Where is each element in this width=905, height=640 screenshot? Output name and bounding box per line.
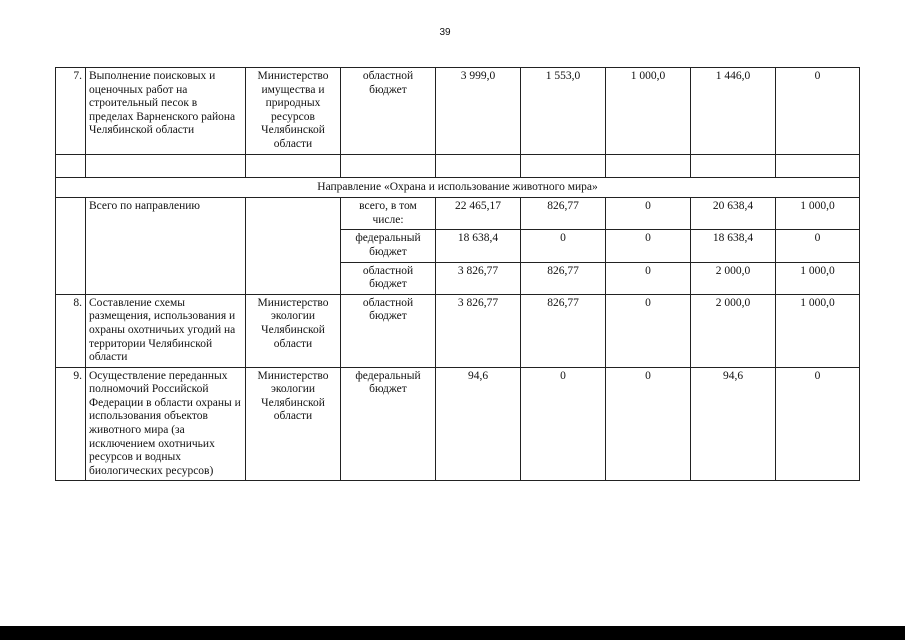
spacer-row <box>56 154 860 177</box>
funding-source: всего, в том числе: <box>341 198 436 230</box>
budget-table <box>55 67 860 481</box>
table-row <box>56 198 860 230</box>
funding-source: областной бюджет <box>341 262 436 294</box>
spacer-cell <box>56 154 86 177</box>
value-year-1: 0 <box>521 367 606 481</box>
value-year-1: 0 <box>521 230 606 262</box>
value-year-3: 2 000,0 <box>691 262 776 294</box>
spacer-cell <box>606 154 691 177</box>
value-year-2: 0 <box>606 262 691 294</box>
table-row <box>56 367 860 481</box>
activity-name: Выполнение поисковых и оценочных работ на строительный песок в пределах Варненского района Челябинской области <box>86 68 246 155</box>
scan-edge-bar <box>0 626 905 640</box>
executor <box>246 198 341 295</box>
value-year-4: 1 000,0 <box>776 294 860 367</box>
section-title: Направление «Охрана и использование животного мира» <box>56 177 860 198</box>
value-year-2: 1 000,0 <box>606 68 691 155</box>
row-number <box>56 198 86 295</box>
executor: Министерство экологии Челябинской области <box>246 367 341 481</box>
value-year-3: 18 638,4 <box>691 230 776 262</box>
value-year-4: 0 <box>776 367 860 481</box>
value-year-4: 1 000,0 <box>776 198 860 230</box>
value-year-3: 2 000,0 <box>691 294 776 367</box>
value-year-4: 0 <box>776 68 860 155</box>
value-year-2: 0 <box>606 230 691 262</box>
value-total: 3 826,77 <box>436 294 521 367</box>
funding-source: федеральный бюджет <box>341 230 436 262</box>
value-year-1: 826,77 <box>521 198 606 230</box>
spacer-cell <box>246 154 341 177</box>
value-year-3: 94,6 <box>691 367 776 481</box>
total-name: Всего по направлению <box>86 198 246 295</box>
funding-source: областной бюджет <box>341 68 436 155</box>
row-number: 9. <box>56 367 86 481</box>
value-year-2: 0 <box>606 367 691 481</box>
table-row <box>56 294 860 367</box>
spacer-cell <box>436 154 521 177</box>
value-total: 3 826,77 <box>436 262 521 294</box>
page-number: 39 <box>439 27 451 38</box>
spacer-cell <box>341 154 436 177</box>
spacer-cell <box>521 154 606 177</box>
activity-name: Осуществление переданных полномочий Российской Федерации в области охраны и использования объектов животного мира (за исключением охотничьих ресурсов и водных биологических ресурсов) <box>86 367 246 481</box>
executor: Министерство имущества и природных ресурсов Челябинской области <box>246 68 341 155</box>
value-year-1: 826,77 <box>521 262 606 294</box>
value-year-1: 1 553,0 <box>521 68 606 155</box>
value-total: 94,6 <box>436 367 521 481</box>
section-header-row <box>56 177 860 198</box>
value-total: 18 638,4 <box>436 230 521 262</box>
spacer-cell <box>776 154 860 177</box>
table-row <box>56 68 860 155</box>
value-total: 22 465,17 <box>436 198 521 230</box>
row-number: 7. <box>56 68 86 155</box>
funding-source: областной бюджет <box>341 294 436 367</box>
value-total: 3 999,0 <box>436 68 521 155</box>
value-year-4: 1 000,0 <box>776 262 860 294</box>
value-year-3: 20 638,4 <box>691 198 776 230</box>
value-year-2: 0 <box>606 294 691 367</box>
value-year-2: 0 <box>606 198 691 230</box>
spacer-cell <box>691 154 776 177</box>
spacer-cell <box>86 154 246 177</box>
activity-name: Составление схемы размещения, использования и охраны охотничьих угодий на территории Челябинской области <box>86 294 246 367</box>
value-year-3: 1 446,0 <box>691 68 776 155</box>
row-number: 8. <box>56 294 86 367</box>
executor: Министерство экологии Челябинской области <box>246 294 341 367</box>
value-year-1: 826,77 <box>521 294 606 367</box>
value-year-4: 0 <box>776 230 860 262</box>
funding-source: федеральный бюджет <box>341 367 436 481</box>
